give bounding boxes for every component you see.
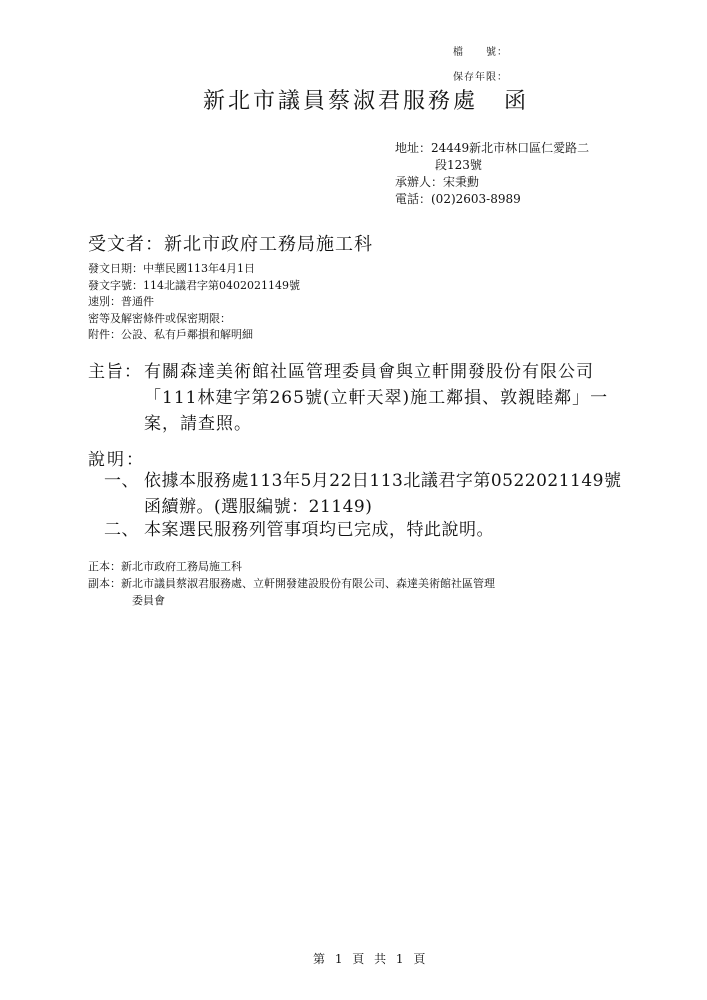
item-text-line1: 依據本服務處113年5月22日113北議君字第0522021149號 (144, 471, 622, 491)
issue-date: 發文日期：中華民國113年4月1日 (88, 262, 255, 275)
reference-number: 發文字號：114北議君字第0402021149號 (88, 278, 300, 292)
page-number: 第 1 頁 共 1 頁 (313, 952, 429, 966)
original-recipient: 正本：新北市政府工務局施工科 (88, 560, 242, 573)
subject-line1: 有關森達美術館社區管理委員會與立軒開發股份有限公司 (144, 362, 594, 382)
sender-address-line1: 地址：24449新北市林口區仁愛路二 (395, 141, 590, 155)
explanation-item (104, 468, 622, 520)
sender-name: 新北市議員蔡淑君服務處 (203, 89, 479, 114)
document-meta (88, 261, 300, 344)
subject-line2: 「111林建字第265號(立軒天翠)施工鄰損、敦親睦鄰」一 (144, 388, 609, 408)
document-title (203, 84, 529, 115)
subject-section (88, 359, 608, 437)
explanation-item (104, 517, 494, 543)
sender-info (395, 140, 589, 208)
item-text-line2: 函續辦。(選服編號：21149) (144, 497, 373, 517)
item-text-line1: 本案選民服務列管事項均已完成，特此說明。 (144, 520, 494, 540)
sender-phone: 電話：(02)2603-8989 (395, 192, 521, 206)
explanation-heading: 說明： (88, 450, 145, 470)
copy-recipients-line2: 委員會 (132, 594, 165, 607)
security-level: 密等及解密條件或保密期限： (88, 311, 231, 325)
attachment: 附件：公設、私有戶鄰損和解明細 (88, 328, 253, 341)
subject-label: 主旨： (88, 362, 142, 382)
document-type: 函 (504, 89, 530, 114)
item-number: 二、 (104, 520, 139, 540)
subject-line3: 案，請查照。 (144, 414, 252, 434)
delivery-speed: 速別：普通件 (88, 295, 154, 308)
sender-address-line2: 段123號 (435, 158, 482, 172)
sender-handler: 承辦人：宋秉勳 (395, 175, 480, 189)
recipient: 受文者：新北市政府工務局施工科 (88, 234, 373, 255)
file-number-label: 檔 號： (453, 47, 508, 58)
distribution-list (88, 558, 495, 609)
retention-period-label: 保存年限： (453, 72, 508, 83)
item-number: 一、 (104, 471, 139, 491)
copy-recipients-line1: 副本：新北市議員蔡淑君服務處、立軒開發建設股份有限公司、森達美術館社區管理 (88, 577, 495, 590)
